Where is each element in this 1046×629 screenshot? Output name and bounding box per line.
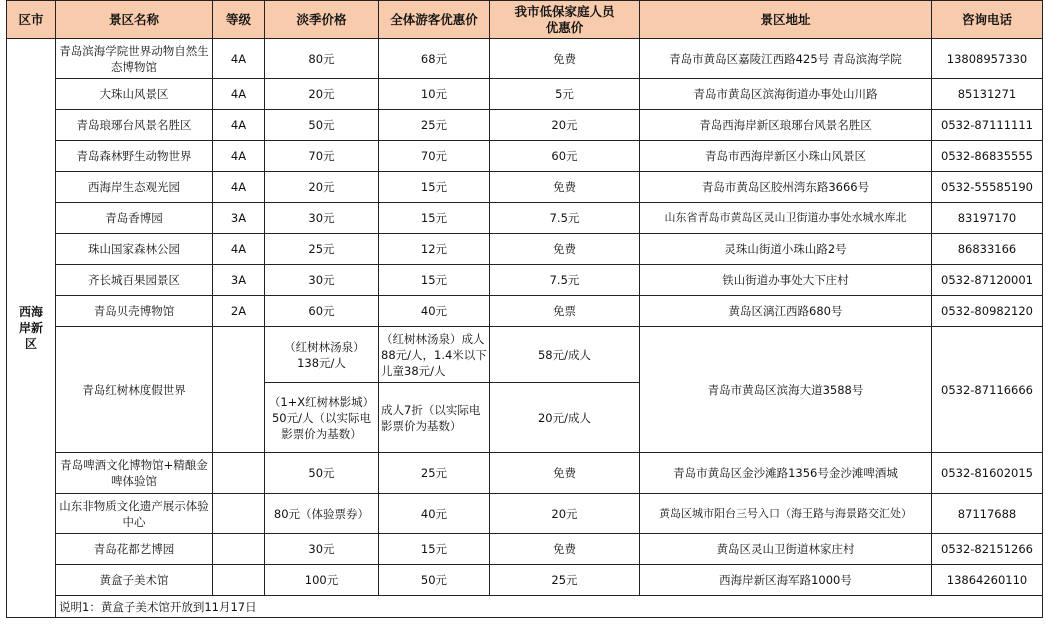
cell-level (213, 534, 265, 565)
cell-phone: 0532-87116666 (932, 327, 1043, 453)
cell-price: 20元 (265, 79, 379, 110)
cell-phone: 0532-80982120 (932, 296, 1043, 327)
cell-lowincome: 5元 (490, 79, 640, 110)
cell-price: 80元 (265, 39, 379, 79)
cell-discount: 15元 (379, 203, 490, 234)
cell-price: 30元 (265, 265, 379, 296)
cell-address: 黄岛区灵山卫街道林家庄村 (640, 534, 932, 565)
table-row (7, 327, 1043, 383)
cell-name: 青岛香博园 (56, 203, 213, 234)
district-cell: 西海岸新区 (7, 39, 56, 618)
note-blank (490, 596, 1043, 618)
cell-name: 西海岸生态观光园 (56, 172, 213, 203)
cell-phone: 0532-81602015 (932, 453, 1043, 494)
cell-discount: 25元 (379, 110, 490, 141)
cell-address: 青岛市黄岛区嘉陵江西路425号 青岛滨海学院 (640, 39, 932, 79)
cell-phone: 13864260110 (932, 565, 1043, 596)
cell-address: 青岛市黄岛区金沙滩路1356号金沙滩啤酒城 (640, 453, 932, 494)
header-row (7, 1, 1043, 39)
cell-discount: 15元 (379, 172, 490, 203)
header-phone: 咨询电话 (932, 1, 1043, 39)
cell-lowincome: 20元 (490, 110, 640, 141)
cell-name: 青岛滨海学院世界动物自然生态博物馆 (56, 39, 213, 79)
cell-price: 70元 (265, 141, 379, 172)
cell-price: 30元 (265, 534, 379, 565)
cell-phone: 0532-55585190 (932, 172, 1043, 203)
cell-lowincome: 60元 (490, 141, 640, 172)
cell-lowincome: 免费 (490, 172, 640, 203)
header-discount: 全体游客优惠价 (379, 1, 490, 39)
cell-level: 3A (213, 265, 265, 296)
header-lowincome: 我市低保家庭人员优惠价 (490, 1, 640, 39)
cell-lowincome: 7.5元 (490, 203, 640, 234)
cell-price: 80元（体验票券） (265, 494, 379, 534)
cell-level (213, 453, 265, 494)
cell-phone: 85131271 (932, 79, 1043, 110)
cell-address: 青岛西海岸新区琅琊台风景名胜区 (640, 110, 932, 141)
table-row (7, 296, 1043, 327)
cell-phone: 87117688 (932, 494, 1043, 534)
cell-price: （1+X红树林影城）50元/人（以实际电影票价为基数） (265, 383, 379, 453)
cell-price: 100元 (265, 565, 379, 596)
cell-level: 4A (213, 234, 265, 265)
table-row (7, 203, 1043, 234)
cell-address: 黄岛区漓江西路680号 (640, 296, 932, 327)
cell-discount: 40元 (379, 494, 490, 534)
cell-price: 60元 (265, 296, 379, 327)
cell-lowincome: 免票 (490, 296, 640, 327)
cell-lowincome: 免费 (490, 453, 640, 494)
table-row (7, 39, 1043, 79)
table-row (7, 453, 1043, 494)
cell-lowincome: 免费 (490, 234, 640, 265)
cell-phone: 83197170 (932, 203, 1043, 234)
cell-address: 青岛市西海岸新区小珠山风景区 (640, 141, 932, 172)
cell-level (213, 565, 265, 596)
cell-name: 青岛琅琊台风景名胜区 (56, 110, 213, 141)
header-level: 等级 (213, 1, 265, 39)
cell-phone: 0532-82151266 (932, 534, 1043, 565)
cell-phone: 0532-86835555 (932, 141, 1043, 172)
cell-discount: 50元 (379, 565, 490, 596)
cell-name: 青岛森林野生动物世界 (56, 141, 213, 172)
table-row (7, 141, 1043, 172)
cell-lowincome: 免费 (490, 39, 640, 79)
cell-discount: 15元 (379, 534, 490, 565)
cell-price: 20元 (265, 172, 379, 203)
cell-discount: 10元 (379, 79, 490, 110)
cell-phone: 13808957330 (932, 39, 1043, 79)
cell-lowincome: 20元 (490, 494, 640, 534)
header-address: 景区地址 (640, 1, 932, 39)
header-name: 景区名称 (56, 1, 213, 39)
cell-lowincome: 免费 (490, 534, 640, 565)
cell-phone: 0532-87120001 (932, 265, 1043, 296)
cell-price: （红树林汤泉）138元/人 (265, 327, 379, 383)
cell-price: 30元 (265, 203, 379, 234)
cell-lowincome: 20元/成人 (490, 383, 640, 453)
cell-discount: 70元 (379, 141, 490, 172)
table-row (7, 79, 1043, 110)
cell-name: 黄盒子美术馆 (56, 565, 213, 596)
cell-level: 2A (213, 296, 265, 327)
table-row (7, 265, 1043, 296)
table-row (7, 172, 1043, 203)
cell-phone: 0532-87111111 (932, 110, 1043, 141)
cell-level (213, 327, 265, 453)
cell-discount: 12元 (379, 234, 490, 265)
cell-phone: 86833166 (932, 234, 1043, 265)
cell-discount: 15元 (379, 265, 490, 296)
table-row (7, 494, 1043, 534)
table-row (7, 110, 1043, 141)
cell-address: 青岛市黄岛区滨海街道办事处山川路 (640, 79, 932, 110)
table-row (7, 234, 1043, 265)
cell-name: 珠山国家森林公园 (56, 234, 213, 265)
cell-name: 青岛红树林度假世界 (56, 327, 213, 453)
cell-price: 50元 (265, 453, 379, 494)
cell-address: 青岛市黄岛区胶州湾东路3666号 (640, 172, 932, 203)
cell-discount: 25元 (379, 453, 490, 494)
cell-name: 齐长城百果园景区 (56, 265, 213, 296)
cell-name: 青岛啤酒文化博物馆+精酿金啤体验馆 (56, 453, 213, 494)
cell-discount: 成人7折（以实际电影票价为基数） (379, 383, 490, 453)
cell-price: 25元 (265, 234, 379, 265)
cell-price: 50元 (265, 110, 379, 141)
cell-name: 青岛花都艺博园 (56, 534, 213, 565)
table-row (7, 565, 1043, 596)
cell-lowincome: 58元/成人 (490, 327, 640, 383)
cell-level: 4A (213, 172, 265, 203)
note-row (7, 596, 1043, 618)
header-price: 淡季价格 (265, 1, 379, 39)
cell-level: 4A (213, 39, 265, 79)
cell-level (213, 494, 265, 534)
cell-name: 大珠山风景区 (56, 79, 213, 110)
cell-discount: 68元 (379, 39, 490, 79)
header-district: 区市 (7, 1, 56, 39)
cell-address: 黄岛区城市阳台三号入口（海王路与海景路交汇处） (640, 494, 932, 534)
scenic-price-table (6, 0, 1043, 618)
cell-address: 西海岸新区海军路1000号 (640, 565, 932, 596)
cell-name: 青岛贝壳博物馆 (56, 296, 213, 327)
cell-level: 4A (213, 141, 265, 172)
cell-level: 3A (213, 203, 265, 234)
cell-lowincome: 7.5元 (490, 265, 640, 296)
note-text: 说明1：黄盒子美术馆开放到11月17日 (56, 596, 490, 618)
cell-address: 山东省青岛市黄岛区灵山卫街道办事处水城水库北 (640, 203, 932, 234)
cell-address: 青岛市黄岛区滨海大道3588号 (640, 327, 932, 453)
table-row (7, 534, 1043, 565)
cell-lowincome: 25元 (490, 565, 640, 596)
cell-level: 4A (213, 79, 265, 110)
cell-discount: （红树林汤泉）成人88元/人，1.4米以下儿童38元/人 (379, 327, 490, 383)
cell-level: 4A (213, 110, 265, 141)
cell-name: 山东非物质文化遗产展示体验中心 (56, 494, 213, 534)
cell-address: 铁山街道办事处大下庄村 (640, 265, 932, 296)
cell-discount: 40元 (379, 296, 490, 327)
cell-address: 灵珠山街道小珠山路2号 (640, 234, 932, 265)
